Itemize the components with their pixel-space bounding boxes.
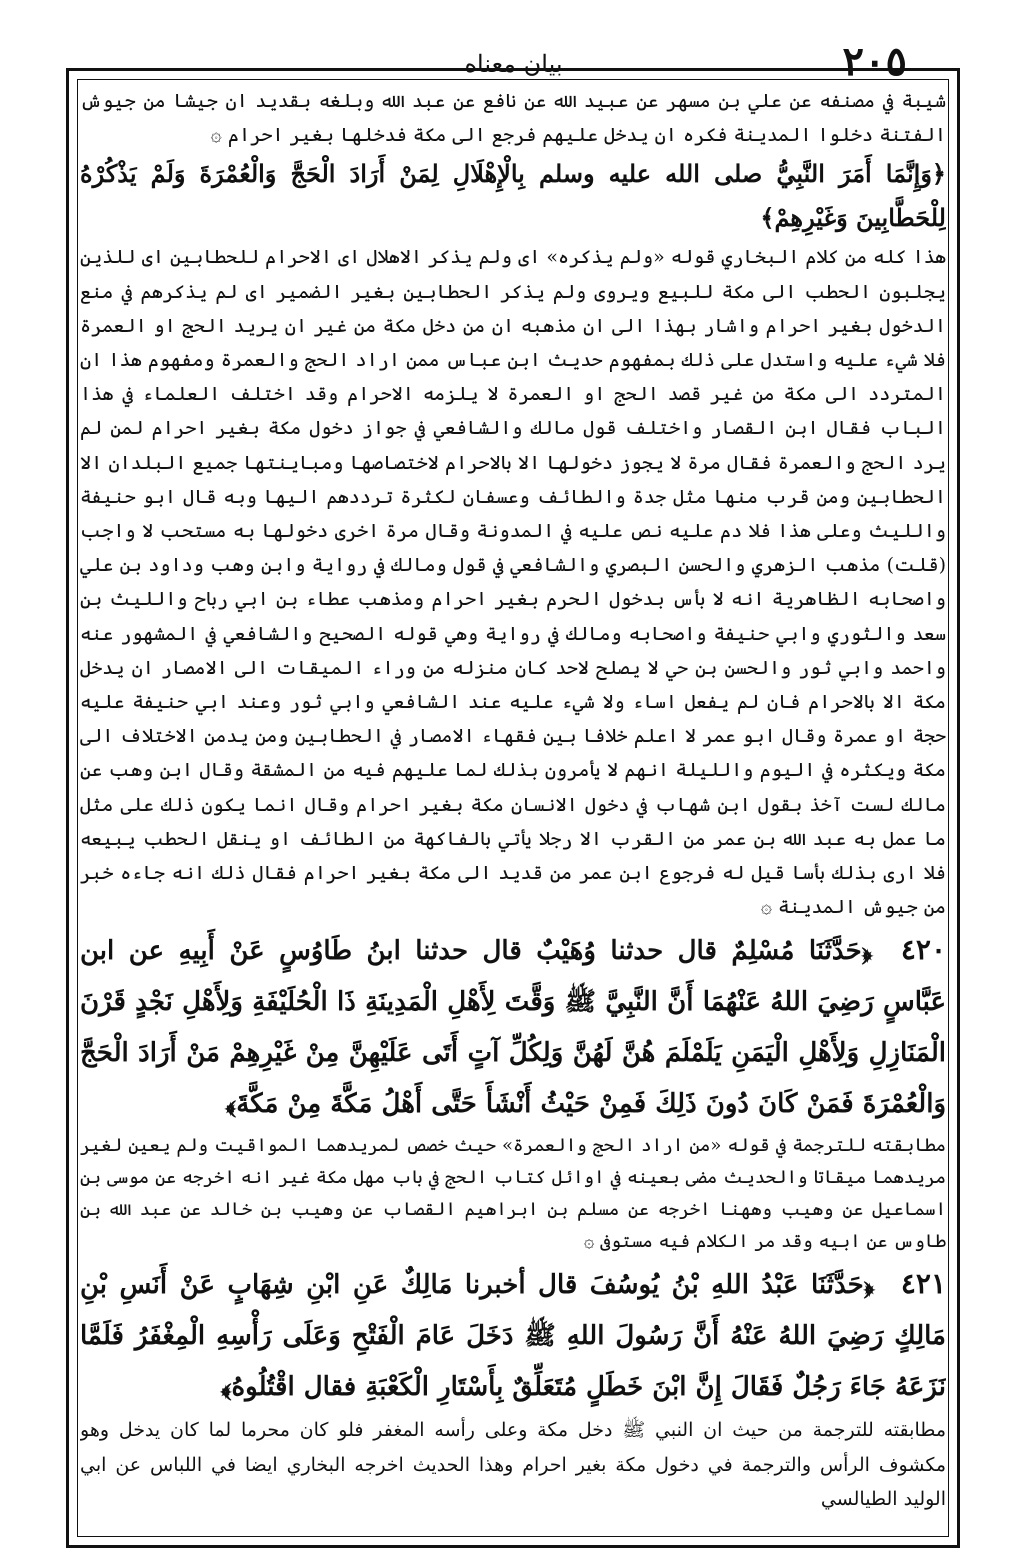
page-header [60, 22, 967, 85]
page-content [80, 84, 946, 1534]
hadith-number: ٤٢١ [900, 1267, 946, 1301]
commentary-paragraph: مطابقته للترجمة من حيث ان النبي ﷺ دخل مكة وعلى رأسه المغفر فلو كان محرما لما كان يدخل وهو مكشوف الرأس والترجمة في دخول مكة بغير احرام وهذا الحديث اخرجه البخاري ايضا في اللباس عن ابي الوليد الطيالسي [80, 1419, 946, 1510]
commentary-paragraph: هذا كله من كلام البخاري قوله «ولم يذكره» اى ولم يذكر الاهلال اى الاحرام للحطابين اى للذين يجلبون الحطب الى مكة للبيع ويروى ولم يذكر الحطابين بغير الضمير اى لم يذكرهم في منع الدخول بغير احرام واشار بهذا الى ان مذهبه ان من دخل مكة من غير ان يريد الحج او العمرة فلا شيء عليه واستدل على ذلك بمفهوم حديث ابن عباس ممن اراد الحج والعمرة ومفهوم هذا ان المتردد الى مكة من غير قصد الحج او العمرة لا يلزمه الاحرام وقد اختلف العلماء في هذا الباب فقال ابن القصار واختلف قول مالك والشافعي في جواز دخول مكة بغير احرام لمن لم يرد الحج والعمرة فقال مرة لا يجوز دخولها الا بالاحرام لاختصاصها ومباينتها جميع البلدان الا الحطابين ومن قرب منها مثل جدة والطائف وعسفان لكثرة ترددهم اليها وبه قال ابو حنيفة والليث وعلى هذا فلا دم عليه نص عليه في المدونة وقال مرة اخرى دخولها به مستحب لا واجب (قلت) مذهب الزهري والحسن البصري والشافعي في قول ومالك في رواية وابن وهب وداود بن علي واصحابه الظاهرية انه لا بأس بدخول الحرم بغير احرام ومذهب عطاء بن ابي رباح والليث بن سعد والثوري وابي حنيفة واصحابه ومالك في رواية وهي قوله الصحيح والشافعي في المشهور عنه واحمد وابي ثور والحسن بن حي لا يصلح لاحد كان منزله من وراء الميقات الى الامصار ان يدخل مكة الا بالاحرام فان لم يفعل اساء ولا شيء عليه عند الشافعي وابي ثور وعند ابي حنيفة عليه حجة او عمرة وقال ابو عمر لا اعلم خلافا بين فقهاء الامصار في الحطابين ومن يدمن الاختلاف الى مكة ويكثره في اليوم والليلة انهم لا يأمرون بذلك لما عليهم فيه من المشقة وقال ابن وهب عن مالك لست آخذ بقول ابن شهاب في دخول الانسان مكة بغير احرام وقال انما يكون ذلك على مثل ما عمل به عبد الله بن عمر من القرب الا رجلا يأتي بالفاكهة من الطائف او ينقل الحطب يبيعه فلا ارى بذلك بأسا قيل له فرجوع ابن عمر من قديد الى مكة بغير احرام فقال ذلك انه جاءه خبر من جيوش المدينة ۞ [80, 246, 946, 919]
running-title: بيان معناه [464, 50, 563, 78]
chapter-heading: ﴿وَإِنَّمَا أَمَرَ النَّبِيُّ صلى الله عليه وسلم بِالْإِهْلَالِ لِمَنْ أَرَادَ الْحَجَّ وَالْعُمْرَةَ وَلَمْ يَذْكُرْهُ لِلْحَطَّابِينَ وَغَيْرِهِمْ﴾ [80, 159, 946, 233]
hadith-420 [80, 924, 946, 1130]
hadith-text: ﴿حَدَّثَنَا مُسْلِمٌ قال حدثنا وُهَيْبٌ قال حدثنا ابنُ طَاوُسٍ عَنْ أَبِيهِ عن ابن عَبَّاسٍ رَضِيَ اللهُ عَنْهُمَا أَنَّ النَّبِيَّ ﷺ وَقَّتَ لِأَهْلِ الْمَدِينَةِ ذَا الْحُلَيْفَةِ وَلِأَهْلِ نَجْدٍ قَرْنَ الْمَنَازِلِ وَلِأَهْلِ الْيَمَنِ يَلَمْلَمَ هُنَّ لَهُنَّ وَلِكُلِّ آتٍ أَتَى عَلَيْهِنَّ مِنْ غَيْرِهِمْ مَنْ أَرَادَ الْحَجَّ وَالْعُمْرَةَ فَمَنْ كَانَ دُونَ ذَلِكَ فَمِنْ حَيْثُ أَنْشَأَ حَتَّى أَهْلُ مَكَّةَ مِنْ مَكَّةَ﴾ [80, 936, 946, 1120]
commentary-paragraph: مطابقته للترجمة في قوله «من اراد الحج والعمرة» حيث خصص لمريدهما المواقيت ولم يعين لغير مريدهما ميقاتا والحديث مضى بعينه في اوائل كتاب الحج في باب مهل مكة غير انه اخرجه عن موسى بن اسماعيل عن وهيب وههنا اخرجه عن مسلم بن ابراهيم القصاب عن وهيب بن خالد عن عبد الله بن طاوس عن ابيه وقد مر الكلام فيه مستوفى ۞ [80, 1135, 946, 1253]
page-number: ٢٠٥ [842, 38, 907, 85]
hadith-421 [80, 1258, 946, 1413]
hadith-text: ﴿حَدَّثَنَا عَبْدُ اللهِ بْنُ يُوسُفَ قال أخبرنا مَالِكٌ عَنِ ابْنِ شِهَابٍ عَنْ أَنَسِ بْنِ مَالِكٍ رَضِيَ اللهُ عَنْهُ أَنَّ رَسُولَ اللهِ ﷺ دَخَلَ عَامَ الْفَتْحِ وَعَلَى رَأْسِهِ الْمِغْفَرُ فَلَمَّا نَزَعَهُ جَاءَ رَجُلٌ فَقَالَ إِنَّ ابْنَ خَطَلٍ مُتَعَلِّقٌ بِأَسْتَارِ الْكَعْبَةِ فقال اقْتُلُوهُ﴾ [80, 1270, 946, 1403]
hadith-number: ٤٢٠ [900, 933, 946, 967]
paragraph-continuation: شيبة في مصنفه عن علي بن مسهر عن عبيد الله عن نافع عن عبد الله وبلغه بقديد ان جيشا من جيوش الفتنة دخلوا المدينة فكره ان يدخل عليهم فرجع الى مكة فدخلها بغير احرام ۞ [80, 90, 946, 147]
